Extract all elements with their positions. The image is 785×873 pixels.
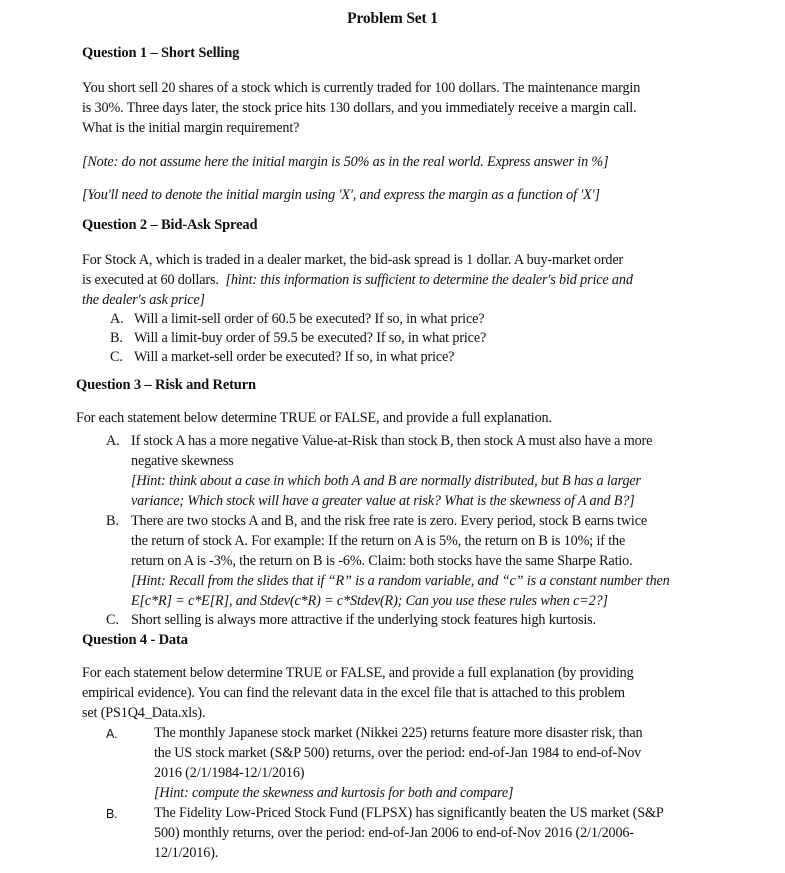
q3-item-a-line-1: If stock A has a more negative Value-at-Risk than stock B, then stock A must also have a more <box>131 433 653 449</box>
list-marker: B. <box>110 330 123 346</box>
list-marker: C. <box>110 349 123 365</box>
q1-note-1: [Note: do not assume here the initial margin is 50% as in the real world. Express answer in %] <box>82 154 609 170</box>
q2-body-line-2 <box>82 272 633 289</box>
q2-heading: Question 2 – Bid-Ask Spread <box>82 217 258 233</box>
q4-item-b-marker: B. <box>106 807 118 821</box>
q3-item-c-line-1: Short selling is always more attractive if the underlying stock features high kurtosis. <box>131 612 596 628</box>
q3-item-b-line-3: return on A is -3%, the return on B is -6%. Claim: both stocks have the same Sharpe Ratio. <box>131 553 633 569</box>
q2-item-c <box>110 349 454 366</box>
q3-item-b-marker: B. <box>106 513 119 529</box>
q2-hint-part-1: [hint: this information is sufficient to determine the dealer's bid price and <box>225 272 633 288</box>
q3-item-a-marker: A. <box>106 433 120 449</box>
q3-heading: Question 3 – Risk and Return <box>76 377 256 393</box>
q3-item-b-line-2: the return of stock A. For example: If the return on A is 5%, the return on B is 10%; if the <box>131 533 626 549</box>
page-title: Problem Set 1 <box>347 10 438 27</box>
q1-body-line-3: What is the initial margin requirement? <box>82 120 300 136</box>
q2-item-a <box>110 311 484 328</box>
q4-intro-line-3: set (PS1Q4_Data.xls). <box>82 705 206 721</box>
q3-item-b-hint-2: E[c*R] = c*E[R], and Stdev(c*R) = c*Stdev(R); Can you use these rules when c=2?] <box>131 593 608 609</box>
q4-item-a-hint: [Hint: compute the skewness and kurtosis for both and compare] <box>154 785 514 801</box>
q2-item-b <box>110 330 486 347</box>
q2-hint-part-2: the dealer's ask price] <box>82 292 205 308</box>
q4-heading: Question 4 - Data <box>82 632 188 648</box>
q1-heading: Question 1 – Short Selling <box>82 45 240 61</box>
q3-item-b-line-1: There are two stocks A and B, and the risk free rate is zero. Every period, stock B earns twice <box>131 513 648 529</box>
q1-body-line-1: You short sell 20 shares of a stock which is currently traded for 100 dollars. The maintenance margin <box>82 80 641 96</box>
q4-item-a-line-2: the US stock market (S&P 500) returns, over the period: end-of-Jan 1984 to end-of-Nov <box>154 745 642 761</box>
q1-body-line-2: is 30%. Three days later, the stock price hits 130 dollars, and you immediately receive a margin call. <box>82 100 637 116</box>
q2-body-line-1: For Stock A, which is traded in a dealer market, the bid-ask spread is 1 dollar. A buy-market order <box>82 252 624 268</box>
q3-intro: For each statement below determine TRUE or FALSE, and provide a full explanation. <box>76 410 552 426</box>
q2-item-a-text: Will a limit-sell order of 60.5 be executed? If so, in what price? <box>134 311 485 327</box>
q4-intro-line-2: empirical evidence). You can find the relevant data in the excel file that is attached to this problem <box>82 685 625 701</box>
q3-item-a-hint-2: variance; Which stock will have a greater value at risk? What is the skewness of A and B?] <box>131 493 635 509</box>
q2-item-c-text: Will a market-sell order be executed? If so, in what price? <box>134 349 455 365</box>
q3-item-b-hint-1: [Hint: Recall from the slides that if “R” is a random variable, and “c” is a constant number then <box>131 573 670 589</box>
q4-item-a-marker: A. <box>106 727 118 741</box>
q4-item-a-line-1: The monthly Japanese stock market (Nikkei 225) returns feature more disaster risk, than <box>154 725 643 741</box>
q3-item-c-marker: C. <box>106 612 119 628</box>
q4-item-a-line-3: 2016 (2/1/1984-12/1/2016) <box>154 765 305 781</box>
q2-body-line-2-text: is executed at 60 dollars. <box>82 272 226 288</box>
q3-item-a-hint-1: [Hint: think about a case in which both A and B are normally distributed, but B has a larger <box>131 473 641 489</box>
q2-item-b-text: Will a limit-buy order of 59.5 be executed? If so, in what price? <box>134 330 487 346</box>
q4-item-b-line-1: The Fidelity Low-Priced Stock Fund (FLPSX) has significantly beaten the US market (S&P <box>154 805 664 821</box>
q4-intro-line-1: For each statement below determine TRUE or FALSE, and provide a full explanation (by providing <box>82 665 634 681</box>
q4-item-b-line-3: 12/1/2016). <box>154 845 219 861</box>
list-marker: A. <box>110 311 124 327</box>
q4-item-b-line-2: 500) monthly returns, over the period: end-of-Jan 2006 to end-of-Nov 2016 (2/1/2006- <box>154 825 634 841</box>
q1-note-2: [You'll need to denote the initial margin using 'X', and express the margin as a function of 'X'] <box>82 187 600 203</box>
q3-item-a-line-2: negative skewness <box>131 453 234 469</box>
